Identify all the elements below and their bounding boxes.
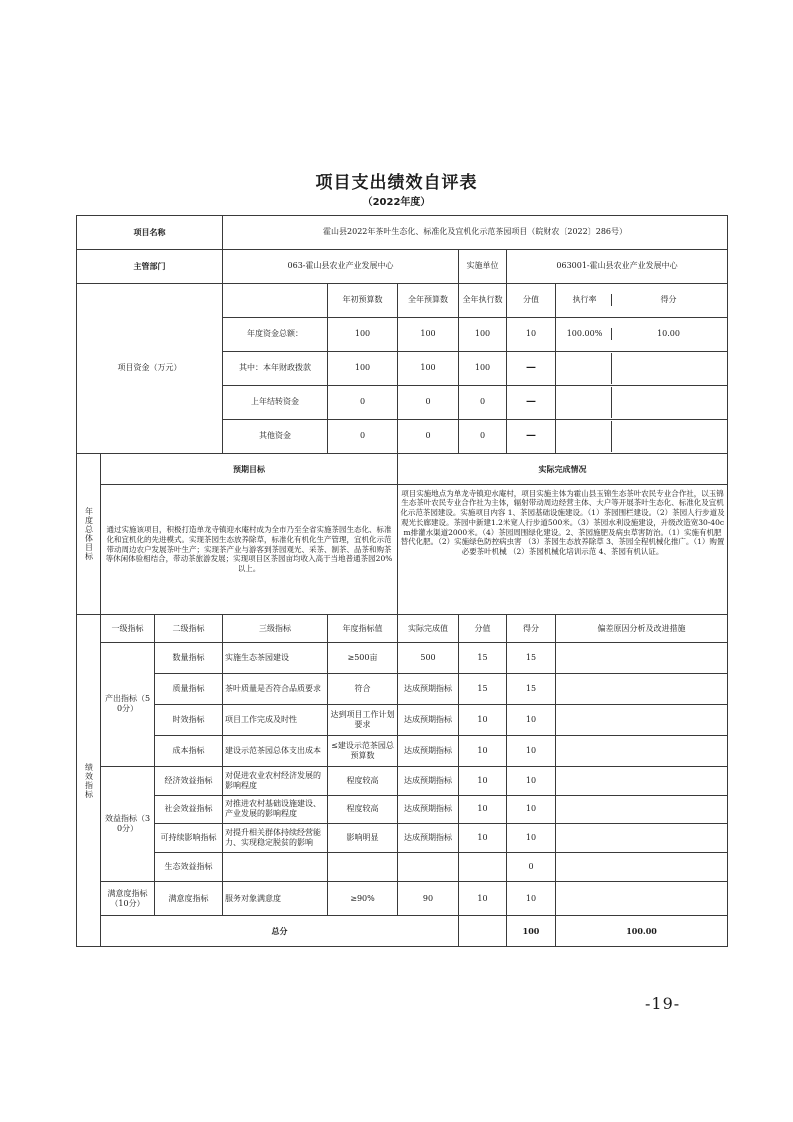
score-cell: 10 — [507, 766, 556, 795]
score-cell: 10 — [507, 824, 556, 853]
actual-cell — [398, 853, 459, 882]
funds-row-label: 上年结转资金 — [223, 385, 328, 419]
expected-goal-text: 通过实施该项目，积极打造单龙寺镇迎水庵村成为全市乃至全省实施茶园生态化、标准化和宜机化的先进模式。实现茶园生态放养除草，标准化有机化生产管理，宜机化示范带动周边农户发展茶叶生产；实现茶产业与游客到茶园观光、采茶、制茶、品茶和购茶等休闲体验相结合，带动茶旅游发展；实现项目区茶园亩均收入高于当地普通茶园20%以上。 — [101, 484, 398, 615]
implementing-unit-label: 实施单位 — [459, 249, 507, 283]
goals-content-row — [77, 484, 728, 615]
funds-header-blank — [223, 283, 328, 317]
actual-cell: 达成预期指标 — [398, 674, 459, 705]
indicator-row — [77, 766, 728, 795]
level2-cell: 时效指标 — [155, 704, 223, 735]
funds-cell: 0 — [459, 419, 507, 453]
level3-cell: 建设示范茶园总体支出成本 — [223, 735, 328, 766]
target-cell: 符合 — [328, 674, 398, 705]
funds-cell — [612, 353, 726, 384]
funds-cell — [556, 419, 728, 453]
funds-row-label: 其他资金 — [223, 419, 328, 453]
page-number: -19- — [645, 994, 681, 1013]
funds-header-cell: 年初预算数 — [328, 283, 398, 317]
funds-header-cell: 执行率 — [558, 294, 612, 306]
deviation-cell — [556, 704, 728, 735]
funds-cell — [558, 387, 612, 418]
level3-cell: 项目工作完成及时性 — [223, 704, 328, 735]
funds-header-cell: 全年执行数 — [459, 283, 507, 317]
indicator-header-cell: 得分 — [507, 615, 556, 643]
score-value-cell: 10 — [459, 882, 507, 916]
funds-cell — [612, 421, 726, 452]
indicator-header-cell: 三级指标 — [223, 615, 328, 643]
indicator-row — [77, 735, 728, 766]
page-subtitle: （2022年度） — [362, 197, 431, 208]
department-row — [77, 249, 728, 283]
project-name-label: 项目名称 — [77, 216, 223, 250]
indicator-row — [77, 643, 728, 674]
funds-cell — [556, 385, 728, 419]
level2-cell: 数量指标 — [155, 643, 223, 674]
funds-header-cell: 得分 — [660, 295, 677, 305]
funds-label: 项目资金（万元） — [77, 283, 223, 453]
actual-result-text: 项目实施地点为单龙寺镇迎水庵村，项目实施主体为霍山县玉锦生态茶叶农民专业合作社，以玉锦生态茶叶农民专业合作社为主体，辐射带动周边经营主体、大户等开展茶叶生态化、标准化及宜机化示范茶园建设。实施项目内容 1、茶园基础设施建设。（1）茶园围栏建设。（2）茶园人行步道及观光长廊建设。茶园中新建1.2米宽人行步道500米。（3）茶园水利设施建设，升级改造宽30-40cm排灌水渠道2000米。（4）茶园周围绿化建设。2、茶园施肥及病虫草害防治。（1）实施有机肥替代化肥。（2）实施绿色防控病虫害 （3）茶园生态放养除草 3、茶园全程机械化推广。（1）购置必要茶叶机械 （2）茶园机械化培训示范 4、茶园有机认证。 — [398, 484, 728, 615]
score-value-cell: 10 — [459, 766, 507, 795]
funds-cell: — — [507, 419, 556, 453]
actual-result-header: 实际完成情况 — [398, 453, 728, 484]
score-cell: 10 — [507, 735, 556, 766]
level2-cell: 可持续影响指标 — [155, 824, 223, 853]
funds-cell — [558, 353, 612, 384]
funds-cell — [556, 317, 728, 351]
target-cell — [328, 853, 398, 882]
level2-cell: 经济效益指标 — [155, 766, 223, 795]
actual-cell: 达成预期指标 — [398, 795, 459, 824]
benefit-indicator-label: 效益指标（30分） — [101, 766, 155, 881]
funds-cell: — — [507, 385, 556, 419]
goals-header-row — [77, 453, 728, 484]
score-cell: 15 — [507, 643, 556, 674]
target-cell: 程度较高 — [328, 766, 398, 795]
funds-cell: 100 — [328, 351, 398, 385]
total-score-value: 100 — [507, 915, 556, 946]
score-value-cell: 10 — [459, 795, 507, 824]
target-cell: ≥90% — [328, 882, 398, 916]
deviation-cell — [556, 643, 728, 674]
total-row — [77, 915, 728, 946]
funds-header-row — [77, 283, 728, 317]
indicator-row — [77, 882, 728, 916]
deviation-cell — [556, 735, 728, 766]
satisfaction-indicator-label: 满意度指标（10分） — [101, 882, 155, 916]
funds-row-label: 其中：本年财政拨款 — [223, 351, 328, 385]
funds-cell: 100.00% — [558, 328, 612, 340]
deviation-cell — [556, 824, 728, 853]
level3-cell: 茶叶质量是否符合品质要求 — [223, 674, 328, 705]
funds-header-cell: 分值 — [507, 283, 556, 317]
indicator-row — [77, 795, 728, 824]
performance-table — [76, 215, 728, 947]
actual-cell: 500 — [398, 643, 459, 674]
target-cell: 达到项目工作计划要求 — [328, 704, 398, 735]
funds-cell — [558, 421, 612, 452]
level2-cell: 社会效益指标 — [155, 795, 223, 824]
deviation-cell — [556, 795, 728, 824]
indicator-header-cell: 分值 — [459, 615, 507, 643]
output-indicator-label: 产出指标（50分） — [101, 643, 155, 767]
funds-cell: — — [507, 351, 556, 385]
level3-cell — [223, 853, 328, 882]
actual-cell: 90 — [398, 882, 459, 916]
funds-cell: 0 — [459, 385, 507, 419]
expected-goal-header: 预期目标 — [101, 453, 398, 484]
level3-cell: 对促进农业农村经济发展的影响程度 — [223, 766, 328, 795]
funds-header-cell — [556, 283, 728, 317]
level3-cell: 实施生态茶园建设 — [223, 643, 328, 674]
total-label: 总分 — [101, 915, 459, 946]
target-cell: 程度较高 — [328, 795, 398, 824]
score-cell: 10 — [507, 795, 556, 824]
funds-cell: 100 — [459, 351, 507, 385]
indicator-header-cell: 年度指标值 — [328, 615, 398, 643]
indicators-label: 绩效指标 — [77, 615, 101, 947]
level2-cell: 质量指标 — [155, 674, 223, 705]
total-blank — [459, 915, 507, 946]
indicator-header-row — [77, 615, 728, 643]
funds-header-cell: 全年预算数 — [398, 283, 459, 317]
level3-cell: 服务对象满意度 — [223, 882, 328, 916]
level2-cell: 成本指标 — [155, 735, 223, 766]
funds-cell: 100 — [459, 317, 507, 351]
actual-cell: 达成预期指标 — [398, 766, 459, 795]
level3-cell: 对推进农村基础设施建设、产业发展的影响程度 — [223, 795, 328, 824]
funds-cell: 10.00 — [657, 329, 680, 339]
funds-cell: 0 — [328, 419, 398, 453]
funds-cell — [556, 351, 728, 385]
level3-cell: 对提升相关群体持续经营能力、实现稳定脱贫的影响 — [223, 824, 328, 853]
indicator-header-cell: 偏差原因分析及改进措施 — [556, 615, 728, 643]
deviation-cell — [556, 674, 728, 705]
score-cell: 0 — [507, 853, 556, 882]
level2-cell: 满意度指标 — [155, 882, 223, 916]
funds-cell: 100 — [398, 351, 459, 385]
funds-cell: 100 — [398, 317, 459, 351]
funds-row-label: 年度资金总额： — [223, 317, 328, 351]
total-score: 100.00 — [556, 915, 728, 946]
indicator-row — [77, 704, 728, 735]
funds-cell — [612, 387, 726, 418]
actual-cell: 达成预期指标 — [398, 824, 459, 853]
indicator-row — [77, 674, 728, 705]
indicator-header-cell: 二级指标 — [155, 615, 223, 643]
funds-cell: 10 — [507, 317, 556, 351]
deviation-cell — [556, 882, 728, 916]
score-value-cell: 10 — [459, 824, 507, 853]
implementing-unit-value: 063001-霍山县农业产业发展中心 — [507, 249, 728, 283]
level2-cell: 生态效益指标 — [155, 853, 223, 882]
project-name-row — [77, 216, 728, 250]
score-cell: 10 — [507, 704, 556, 735]
department-label: 主管部门 — [77, 249, 223, 283]
funds-cell: 0 — [398, 419, 459, 453]
goals-label: 年度总体目标 — [77, 453, 101, 615]
funds-cell: 0 — [328, 385, 398, 419]
score-cell: 10 — [507, 882, 556, 916]
score-value-cell: 10 — [459, 735, 507, 766]
deviation-cell — [556, 766, 728, 795]
indicator-header-cell: 实际完成值 — [398, 615, 459, 643]
score-value-cell: 15 — [459, 674, 507, 705]
score-value-cell: 15 — [459, 643, 507, 674]
funds-cell: 100 — [328, 317, 398, 351]
actual-cell: 达成预期指标 — [398, 704, 459, 735]
indicator-header-cell: 一级指标 — [101, 615, 155, 643]
target-cell: ≤建设示范茶园总预算数 — [328, 735, 398, 766]
indicator-row — [77, 853, 728, 882]
score-value-cell: 10 — [459, 704, 507, 735]
target-cell: 影响明显 — [328, 824, 398, 853]
score-cell: 15 — [507, 674, 556, 705]
page-title: 项目支出绩效自评表 — [315, 173, 478, 193]
project-name-value: 霍山县2022年茶叶生态化、标准化及宜机化示范茶园项目（皖财农〔2022〕286号） — [223, 216, 728, 250]
funds-cell: 0 — [398, 385, 459, 419]
department-value: 063-霍山县农业产业发展中心 — [223, 249, 459, 283]
target-cell: ≥500亩 — [328, 643, 398, 674]
score-value-cell — [459, 853, 507, 882]
actual-cell: 达成预期指标 — [398, 735, 459, 766]
deviation-cell — [556, 853, 728, 882]
indicator-row — [77, 824, 728, 853]
